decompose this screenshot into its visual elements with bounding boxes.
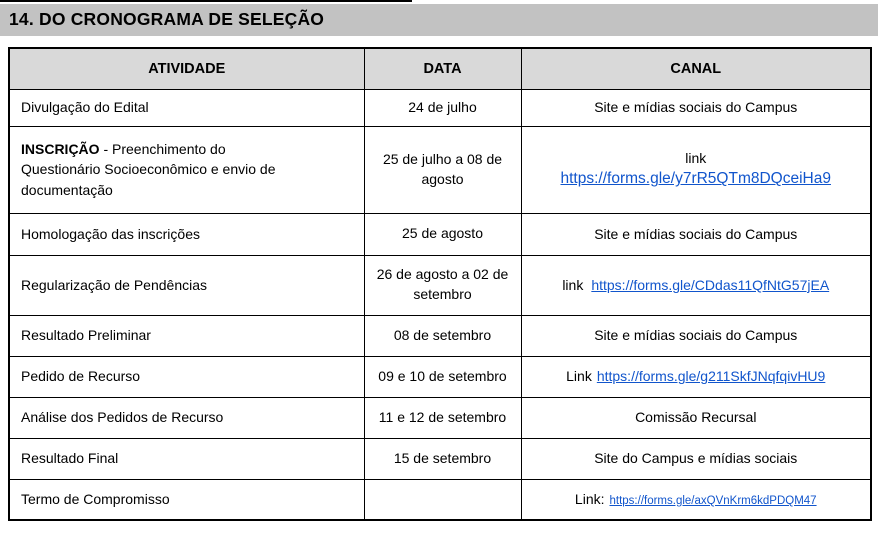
link-label: link — [685, 150, 707, 167]
activity-cell — [9, 126, 364, 213]
date-cell: 24 de julho — [364, 89, 521, 126]
table-row-pedido-recurso — [9, 356, 871, 397]
table-row-resultado-preliminar — [9, 315, 871, 356]
col-header-data: DATA — [364, 48, 521, 90]
date-cell: 26 de agosto a 02 de setembro — [364, 255, 521, 315]
date-cell: 25 de julho a 08 de agosto — [364, 126, 521, 213]
table-row-divulgacao — [9, 89, 871, 126]
link-label: Link — [566, 368, 592, 385]
activity-cell: Termo de Compromisso — [9, 479, 364, 520]
canal-cell — [521, 356, 871, 397]
canal-cell: Site e mídias sociais do Campus — [521, 213, 871, 255]
activity-rest: - Preenchimento do Questionário Socioeconômico e envio de documentação — [21, 141, 276, 198]
col-header-atividade: ATIVIDADE — [9, 48, 364, 90]
activity-cell: Regularização de Pendências — [9, 255, 364, 315]
section-title: 14. DO CRONOGRAMA DE SELEÇÃO — [0, 4, 878, 36]
activity-bold-label: INSCRIÇÃO — [21, 141, 100, 158]
pendencias-form-link[interactable]: https://forms.gle/CDdas11QfNtG57jEA — [591, 276, 830, 293]
canal-cell: Site e mídias sociais do Campus — [521, 315, 871, 356]
date-cell: 08 de setembro — [364, 315, 521, 356]
table-header-row — [9, 48, 871, 90]
canal-cell: Site e mídias sociais do Campus — [521, 89, 871, 126]
date-cell: 15 de setembro — [364, 438, 521, 479]
link-label: Link: — [574, 490, 605, 507]
col-header-canal: CANAL — [521, 48, 871, 90]
date-cell — [364, 479, 521, 520]
date-cell: 11 e 12 de setembro — [364, 397, 521, 438]
table-row-homologacao — [9, 213, 871, 255]
activity-cell: Resultado Final — [9, 438, 364, 479]
activity-cell: Resultado Preliminar — [9, 315, 364, 356]
table-row-termo-compromisso — [9, 479, 871, 520]
inscricao-form-link[interactable]: https://forms.gle/y7rR5QTm8DQceiHa9 — [560, 170, 831, 188]
top-rule — [0, 0, 412, 2]
cronograma-table — [8, 47, 872, 522]
activity-cell: Divulgação do Edital — [9, 89, 364, 126]
table-row-analise-recursos — [9, 397, 871, 438]
canal-cell — [521, 126, 871, 213]
canal-cell: Site do Campus e mídias sociais — [521, 438, 871, 479]
date-cell: 25 de agosto — [364, 213, 521, 255]
canal-cell — [521, 255, 871, 315]
recurso-form-link[interactable]: https://forms.gle/g211SkfJNqfqivHU9 — [596, 368, 826, 385]
canal-cell: Comissão Recursal — [521, 397, 871, 438]
date-cell: 09 e 10 de setembro — [364, 356, 521, 397]
table-row-inscricao — [9, 126, 871, 213]
activity-cell: Pedido de Recurso — [9, 356, 364, 397]
table-row-resultado-final — [9, 438, 871, 479]
link-label: link — [562, 276, 584, 293]
canal-cell — [521, 479, 871, 520]
activity-cell: Análise dos Pedidos de Recurso — [9, 397, 364, 438]
activity-cell: Homologação das inscrições — [9, 213, 364, 255]
termo-form-link[interactable]: https://forms.gle/axQVnKrm6kdPDQM47 — [609, 494, 817, 507]
activity-text — [21, 139, 303, 200]
table-row-regularizacao — [9, 255, 871, 315]
